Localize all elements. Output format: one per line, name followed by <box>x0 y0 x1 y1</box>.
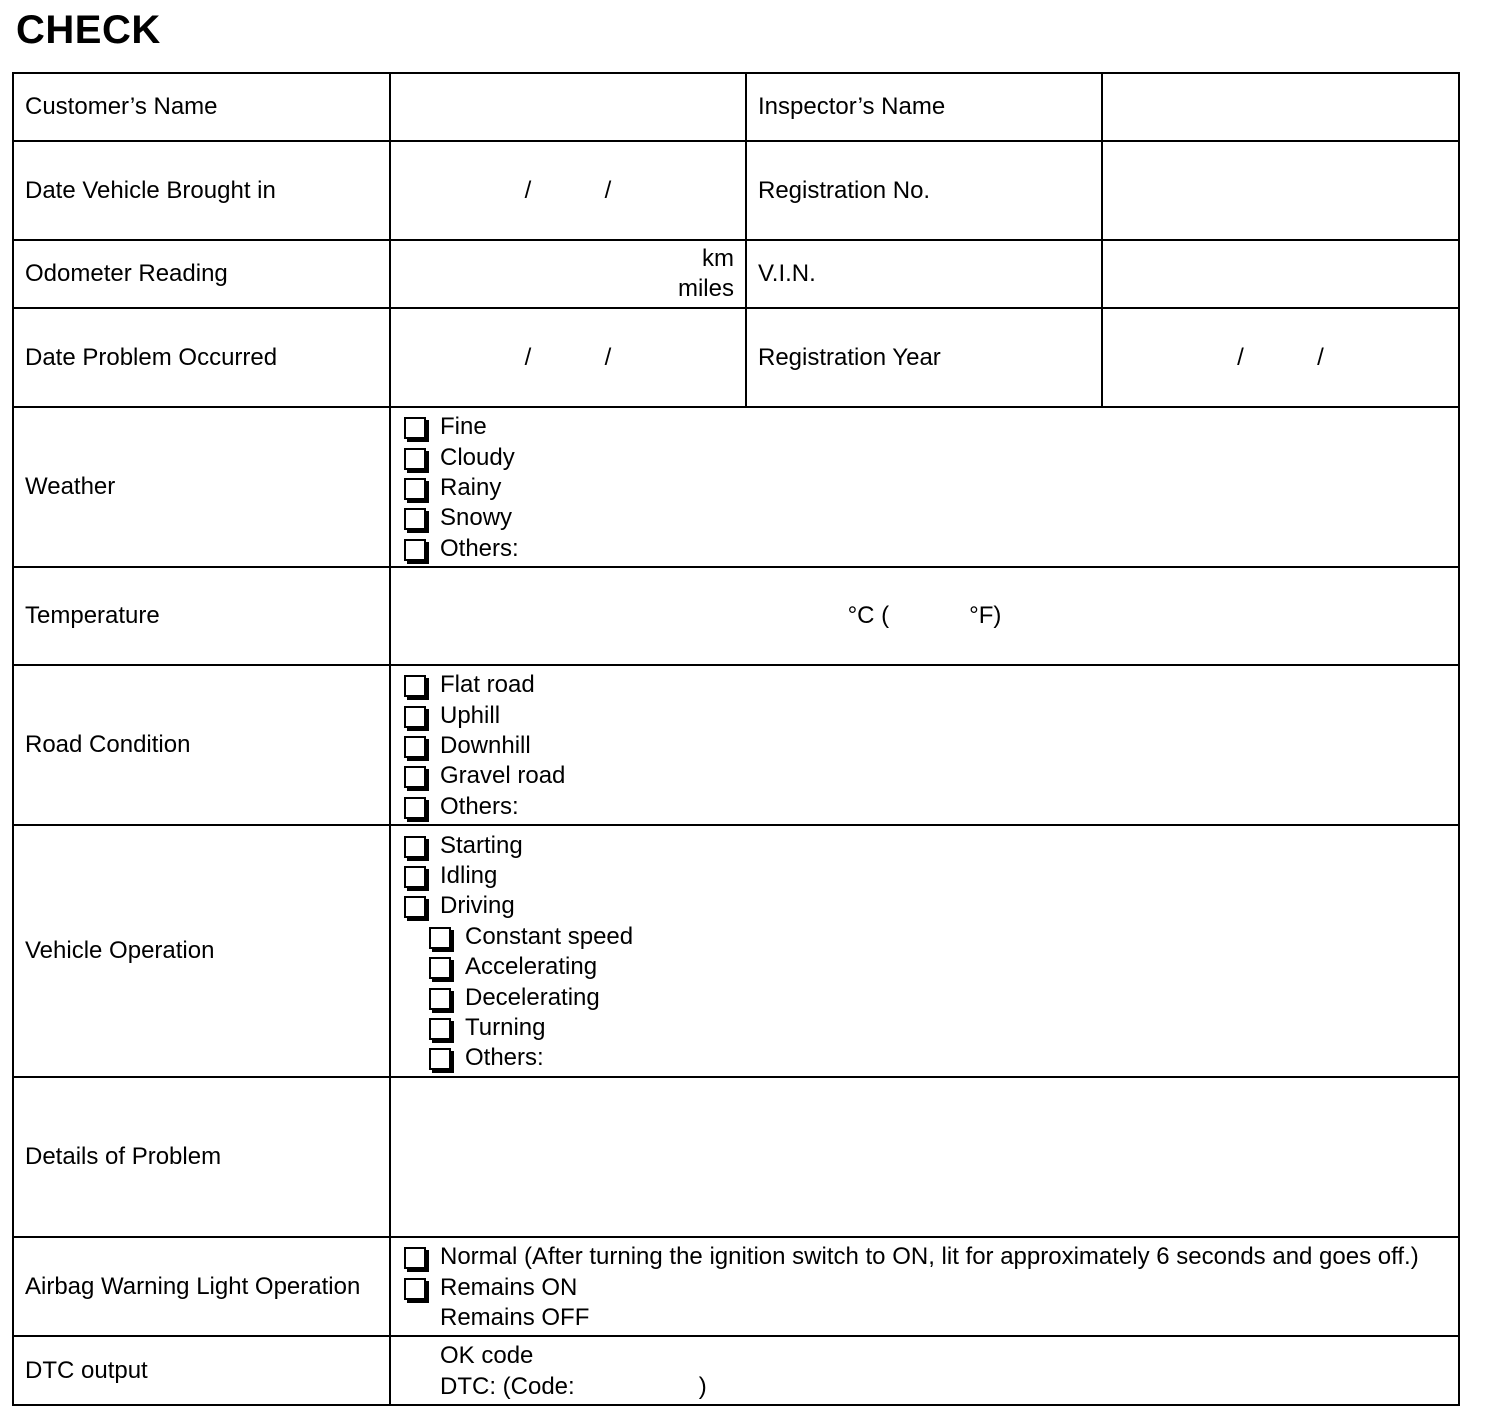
check-form <box>12 72 1458 1406</box>
road-option-flat[interactable] <box>402 670 1447 700</box>
checkbox[interactable] <box>404 448 426 470</box>
vin-field[interactable] <box>1102 240 1459 308</box>
checkbox[interactable] <box>404 1278 426 1300</box>
row-road-condition <box>13 665 1459 825</box>
registration-no-label: Registration No. <box>746 141 1102 240</box>
dtc-label: DTC output <box>13 1336 390 1405</box>
page-title: CHECK <box>16 8 161 52</box>
checkbox[interactable] <box>404 736 426 758</box>
customer-name-label: Customer’s Name <box>13 73 390 141</box>
odometer-unit-miles: miles <box>677 275 734 302</box>
option-label-close: ) <box>698 1372 707 1400</box>
checkbox[interactable] <box>404 866 426 888</box>
option-label: OK code <box>440 1342 534 1370</box>
registration-year-field[interactable] <box>1102 308 1459 407</box>
checkbox[interactable] <box>404 797 426 819</box>
driving-option-constant-speed[interactable] <box>402 922 1447 952</box>
option-label: Downhill <box>440 731 531 759</box>
dtc-option-code[interactable] <box>402 1372 1447 1402</box>
option-label: Fine <box>440 413 487 441</box>
row-names <box>13 73 1459 141</box>
registration-year-label: Registration Year <box>746 308 1102 407</box>
road-option-downhill[interactable] <box>402 731 1447 761</box>
option-label: Decelerating <box>465 983 600 1011</box>
customer-name-field[interactable] <box>390 73 746 141</box>
inspector-name-label: Inspector’s Name <box>746 73 1102 141</box>
checkbox[interactable] <box>404 539 426 561</box>
row-odometer <box>13 240 1459 308</box>
option-label: Constant speed <box>465 922 634 950</box>
check-form-table <box>12 72 1460 1406</box>
date-brought-label: Date Vehicle Brought in <box>13 141 390 240</box>
date-separator: / <box>604 343 612 371</box>
checkbox[interactable] <box>429 988 451 1010</box>
weather-option-rainy[interactable] <box>402 473 1447 503</box>
row-weather <box>13 407 1459 567</box>
checkbox[interactable] <box>429 927 451 949</box>
row-airbag <box>13 1237 1459 1336</box>
registration-no-field[interactable] <box>1102 141 1459 240</box>
checkbox[interactable] <box>404 836 426 858</box>
airbag-option-remains-off[interactable] <box>402 1303 1447 1333</box>
option-label: Accelerating <box>465 953 598 981</box>
checkbox[interactable] <box>404 675 426 697</box>
weather-option-cloudy[interactable] <box>402 442 1447 472</box>
fahrenheit-unit: °F) <box>969 602 1002 629</box>
dtc-option-ok[interactable] <box>402 1341 1447 1371</box>
option-label: Others: <box>465 1044 544 1072</box>
inspector-name-field[interactable] <box>1102 73 1459 141</box>
road-condition-label: Road Condition <box>13 665 390 825</box>
odometer-unit-km: km <box>702 245 734 272</box>
date-separator: / <box>604 176 612 204</box>
option-label: Others: <box>440 534 519 562</box>
row-date-problem <box>13 308 1459 407</box>
celsius-unit: °C ( <box>847 602 890 629</box>
row-dtc <box>13 1336 1459 1405</box>
option-label: Turning <box>465 1013 546 1041</box>
date-brought-field[interactable] <box>390 141 746 240</box>
driving-option-turning[interactable] <box>402 1013 1447 1043</box>
date-problem-field[interactable] <box>390 308 746 407</box>
road-option-others[interactable] <box>402 792 1447 822</box>
row-vehicle-operation <box>13 825 1459 1077</box>
weather-option-fine[interactable] <box>402 412 1447 442</box>
checkbox[interactable] <box>404 1247 426 1269</box>
option-label: Cloudy <box>440 443 515 471</box>
road-option-uphill[interactable] <box>402 700 1447 730</box>
vin-label: V.I.N. <box>746 240 1102 308</box>
weather-label: Weather <box>13 407 390 567</box>
option-label: Remains OFF <box>440 1303 590 1331</box>
date-problem-label: Date Problem Occurred <box>13 308 390 407</box>
operation-option-driving[interactable] <box>402 891 1447 921</box>
details-field[interactable] <box>390 1077 1459 1237</box>
option-label: Normal (After turning the ignition switch to ON, lit for approximately 6 seconds and goes off.) <box>440 1243 1419 1271</box>
driving-option-decelerating[interactable] <box>402 982 1447 1012</box>
operation-option-idling[interactable] <box>402 861 1447 891</box>
operation-option-starting[interactable] <box>402 830 1447 860</box>
airbag-label: Airbag Warning Light Operation <box>13 1237 390 1336</box>
checkbox[interactable] <box>404 508 426 530</box>
odometer-label: Odometer Reading <box>13 240 390 308</box>
checkbox[interactable] <box>404 417 426 439</box>
vehicle-operation-options <box>390 825 1459 1077</box>
checkbox[interactable] <box>404 706 426 728</box>
weather-option-snowy[interactable] <box>402 503 1447 533</box>
date-separator: / <box>1237 343 1244 371</box>
checkbox[interactable] <box>429 1048 451 1070</box>
option-label: Gravel road <box>440 762 566 790</box>
driving-option-others[interactable] <box>402 1043 1447 1073</box>
row-date-brought <box>13 141 1459 240</box>
odometer-field[interactable] <box>390 240 746 308</box>
option-label: Starting <box>440 831 523 859</box>
option-label: Rainy <box>440 473 502 501</box>
date-separator: / <box>1317 343 1324 371</box>
option-label: Idling <box>440 862 498 890</box>
temperature-label: Temperature <box>13 567 390 665</box>
checkbox[interactable] <box>404 766 426 788</box>
weather-option-others[interactable] <box>402 534 1447 564</box>
road-option-gravel[interactable] <box>402 761 1447 791</box>
option-label: Others: <box>440 792 519 820</box>
checkbox[interactable] <box>404 896 426 918</box>
airbag-options <box>390 1237 1459 1336</box>
option-label: Flat road <box>440 671 535 699</box>
temperature-field[interactable] <box>390 567 1459 665</box>
row-details <box>13 1077 1459 1237</box>
checkbox[interactable] <box>429 1018 451 1040</box>
checkbox[interactable] <box>404 478 426 500</box>
airbag-option-normal[interactable] <box>402 1242 1447 1272</box>
option-label: DTC: (Code: <box>440 1372 575 1400</box>
vehicle-operation-label: Vehicle Operation <box>13 825 390 1077</box>
driving-option-accelerating[interactable] <box>402 952 1447 982</box>
weather-options <box>390 407 1459 567</box>
checkbox[interactable] <box>429 957 451 979</box>
date-separator: / <box>524 176 532 204</box>
dtc-options <box>390 1336 1459 1405</box>
date-separator: / <box>524 343 532 371</box>
option-label: Driving <box>440 892 515 920</box>
option-label: Uphill <box>440 701 501 729</box>
airbag-option-remains-on[interactable] <box>402 1272 1447 1302</box>
details-label: Details of Problem <box>13 1077 390 1237</box>
option-label: Remains ON <box>440 1273 578 1301</box>
option-label: Snowy <box>440 504 513 532</box>
row-temperature <box>13 567 1459 665</box>
road-condition-options <box>390 665 1459 825</box>
